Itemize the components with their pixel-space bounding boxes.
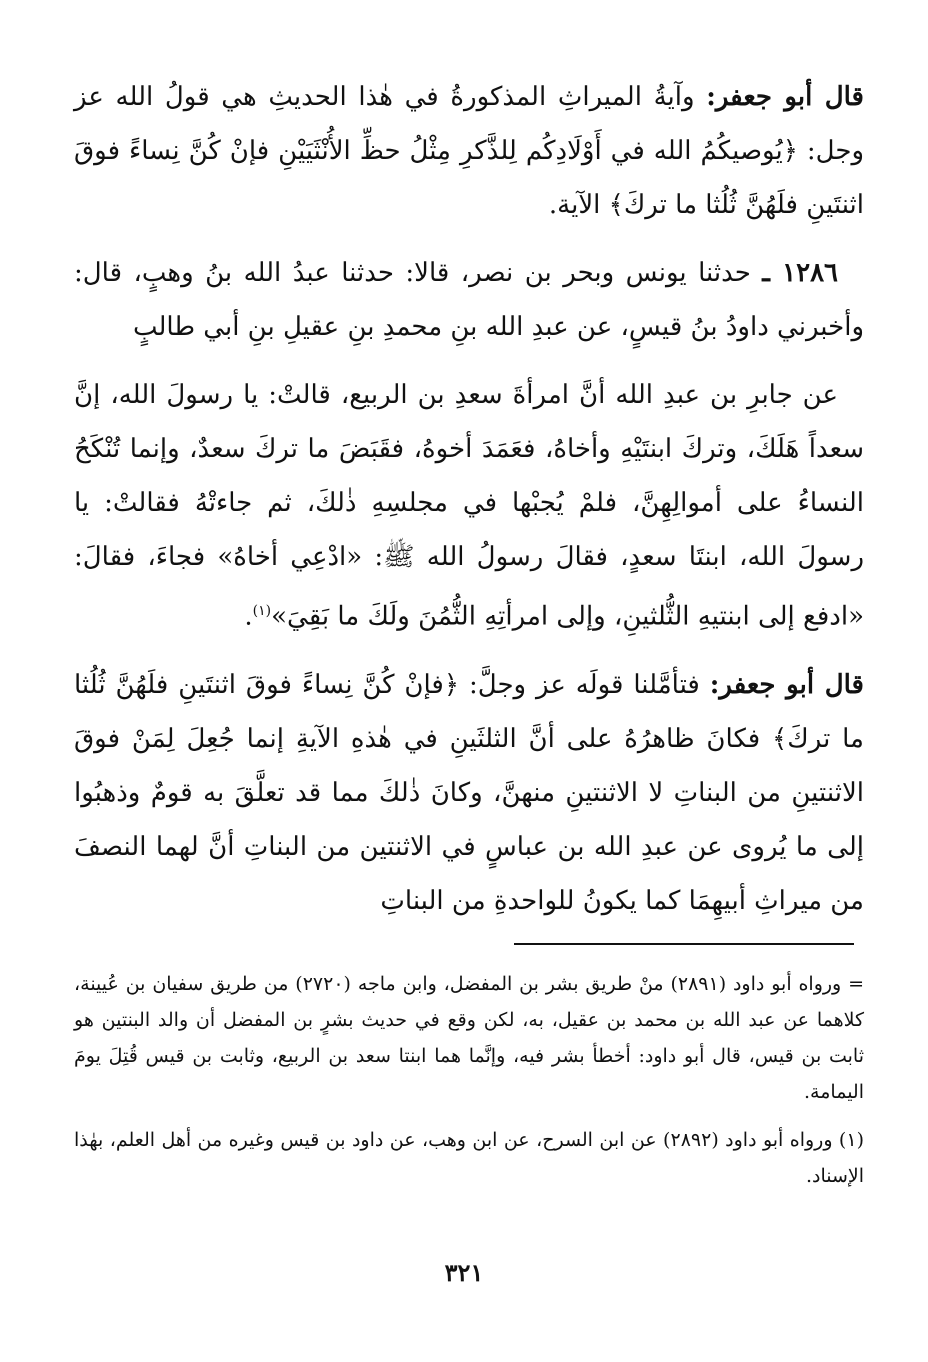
paragraph-text: فتأمَّلنا قولَه عز وجلَّ: ﴿فإنْ كُنَّ نِساءً فوقَ اثنتَينِ فلَهُنَّ ثُلُثا ما تركَ﴾ فكانَ ظاهرُهُ على أنَّ الثلثَينِ في هٰذهِ الآيةِ إنما جُعِلَ لِمَنْ فوقَ الاثنتينِ من البناتِ لا الاثنتينِ منهنَّ، وكانَ ذٰلكَ مما قد تعلَّقَ به قومٌ وذهبُوا إلى ما يُروى عن عبدِ الله بن عباسٍ في الاثنتين من البناتِ أنَّ لهما النصفَ من ميراثِ أبيهِمَا كما يكونُ للواحدةِ من البناتِ: [74, 669, 864, 916]
paragraph-lead: قال أبو جعفر:: [709, 669, 864, 700]
footnotes: [74, 966, 864, 1206]
paragraph-text: عن جابرِ بن عبدِ الله أنَّ امرأةَ سعدِ بن الربيع، قالتْ: يا رسولَ الله، إنَّ سعداً هَلَكَ، وتركَ ابنتَيْهِ وأخاهُ، فعَمَدَ أخوهُ، فقَبَضَ ما تركَ سعدٌ، وإنما تُنْكَحُ النساءُ على أموالِهِنَّ، فلمْ يُجبْها في مجلسِهِ ذٰلكَ، ثم جاءتْهُ فقالتْ: يا رسولَ الله، ابنتَا سعدٍ، فقالَ رسولُ الله ﷺ: «ادْعِي أخاهُ» فجاءَ، فقالَ: «ادفع إلى ابنتيهِ الثُّلثينِ، وإلى امرأتِهِ الثُّمُنَ ولَكَ ما بَقِيَ»: [74, 380, 864, 632]
footnote-marker[interactable]: (١): [252, 603, 272, 619]
footnote-continued: = ورواه أبو داود (٢٨٩١) منْ طريق بشر بن المفضل، وابن ماجه (٢٧٢٠) من طريق سفيان بن عُيينة، كلاهما عن عبد الله بن محمد بن عقيل، به، لكن وقع في حديث بشرٍ بن المفضل أن والد البنتين هو ثابت بن قيس، قال أبو داود: أخطأ بشر فيه، وإنَّما هما ابنتا سعد بن الربيع، وثابت بن قيس قُتِلَ يومَ اليمامة.: [74, 973, 864, 1103]
hadith-number: ١٢٨٦ ـ: [762, 258, 838, 288]
paragraph-1: [74, 70, 864, 232]
paragraph-text: وآيةُ الميراثِ المذكورةُ في هٰذا الحديثِ هي قولُ الله عز وجل: ﴿يُوصيكُمُ الله في أَوْلَادِكُم لِلذَّكرِ مِثْلُ حظِّ الأُنْثَيَيْنِ فإنْ كُنَّ نِساءً فوقَ اثنتَينِ فلَهُنَّ ثُلُثا ما تركَ﴾ الآية.: [74, 82, 864, 220]
paragraph-3: [74, 368, 864, 644]
footnote-1: (١) ورواه أبو داود (٢٨٩٢) عن ابن السرح، عن ابن وهب، عن داود بن قيس وغيره من أهل العلم، بهٰذا الإسناد.: [74, 1129, 864, 1187]
paragraph-trail: .: [244, 601, 253, 632]
paragraph-2: [74, 246, 864, 354]
page-number: ٣٢١: [444, 1258, 484, 1287]
paragraph-4: [74, 658, 864, 928]
footnote-divider: [514, 943, 854, 945]
paragraph-lead: قال أبو جعفر:: [706, 82, 864, 112]
main-text: [74, 70, 864, 942]
paragraph-text: حدثنا يونس وبحر بن نصر، قالا: حدثنا عبدُ الله بنُ وهبٍ، قال: وأخبرني داودُ بنُ قيسٍ، عن عبدِ الله بنِ محمدِ بنِ عقيلِ بنِ أبي طالبٍ: [74, 258, 864, 342]
